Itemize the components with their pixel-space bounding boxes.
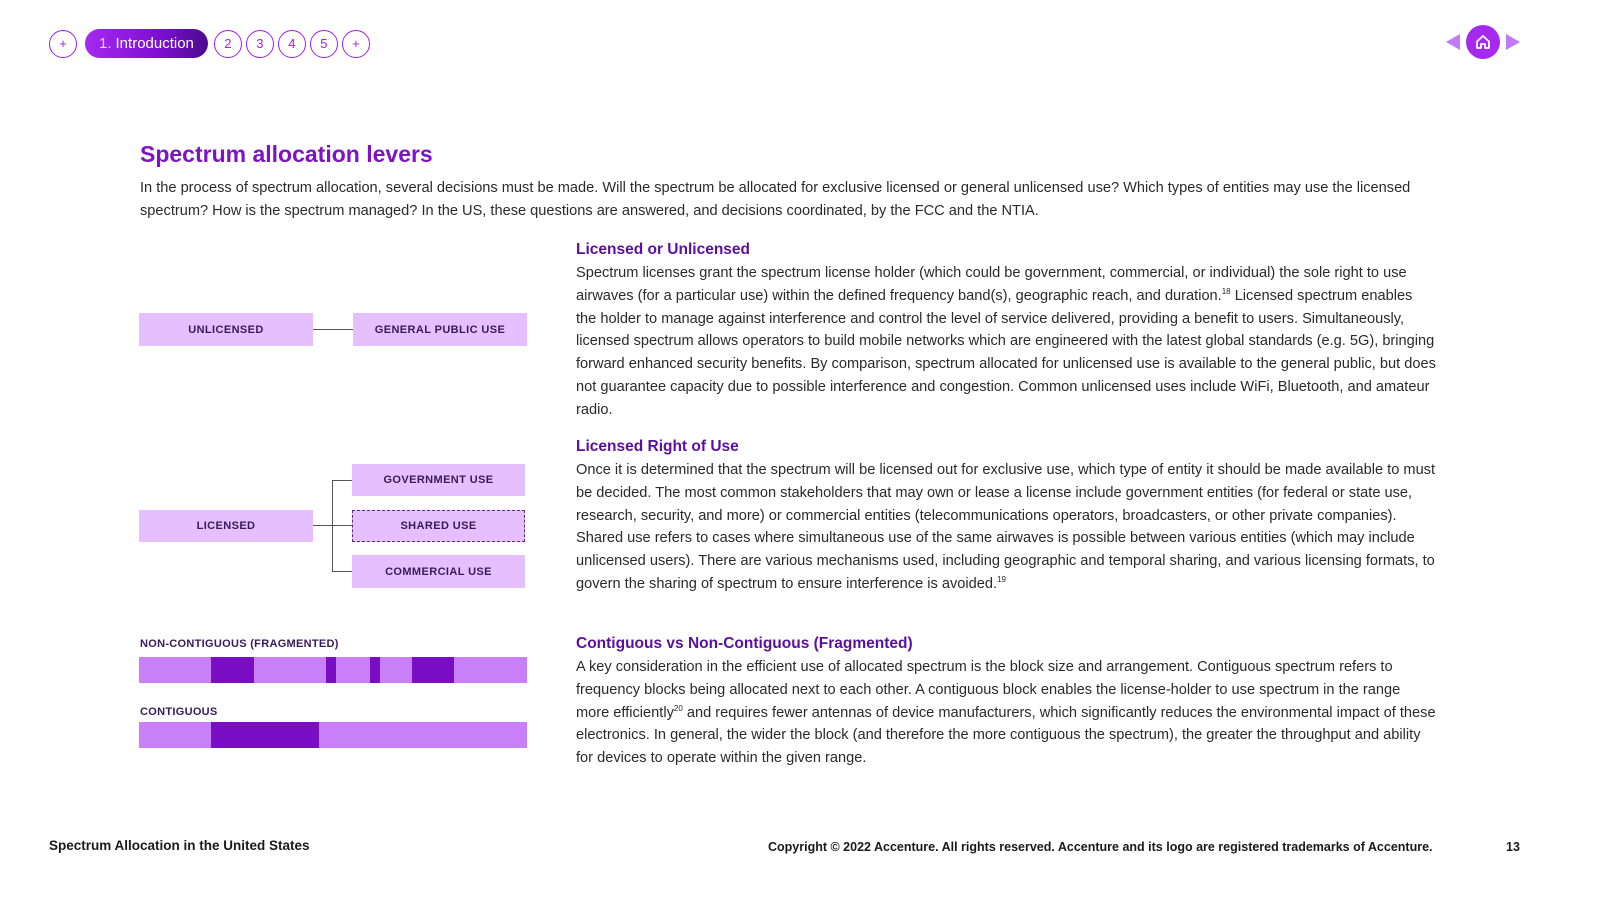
- section-licensed-or-unlicensed: [576, 241, 1436, 422]
- spectrum-block: [211, 722, 319, 748]
- page-title: Spectrum allocation levers: [140, 141, 433, 167]
- section-body: Spectrum licenses grant the spectrum license holder (which could be government, commercial, or individual) the sole right to use airwaves (for a particular use) within the defined frequency band(s), geographic reach, and duration.$^{18}$ Licensed spectrum enables the holder to manage against interference and control the level of service delivered, providing a benefit to users. Simultaneously, licensed spectrum allows operators to build mobile networks which are engineered with the latest global standards (e.g. 5G), bringing forward enhanced security benefits. By comparison, spectrum allocated for unlicensed use is available to the general public, but does not guarantee capacity due to possible interference and congestion. Common unlicensed uses include WiFi, Bluetooth, and amateur radio.: [576, 265, 1436, 418]
- copyright-notice: Copyright © 2022 Accenture. All rights reserved. Accenture and its logo are registered trademarks of Accenture.: [768, 840, 1433, 854]
- triangle-left-icon[interactable]: [1446, 34, 1460, 50]
- page-number: 13: [1506, 840, 1520, 854]
- connector-line: [332, 480, 333, 572]
- connector-line: [332, 525, 352, 526]
- section-contiguous-vs-non-contiguous: [576, 635, 1436, 770]
- shared-use-box: SHARED USE: [352, 510, 525, 542]
- non-contiguous-strip: [139, 657, 527, 683]
- nav-tab-label: Introduction: [115, 35, 194, 52]
- nav-page-3[interactable]: 3: [246, 30, 274, 58]
- nav-tab-number: 1.: [99, 35, 112, 52]
- footnote-ref[interactable]: 19: [997, 575, 1006, 585]
- connector-line: [332, 571, 352, 572]
- unlicensed-box: UNLICENSED: [139, 313, 313, 346]
- nav-expand-left-button[interactable]: +: [49, 30, 77, 58]
- nav-expand-right-button[interactable]: +: [342, 30, 370, 58]
- connector-line: [313, 525, 333, 526]
- nav-tab-introduction[interactable]: [85, 29, 208, 58]
- general-public-use-box: GENERAL PUBLIC USE: [353, 313, 527, 346]
- connector-line: [332, 480, 352, 481]
- contiguous-label: CONTIGUOUS: [140, 706, 218, 718]
- footnote-ref[interactable]: 18: [1221, 286, 1231, 296]
- spectrum-block: [326, 657, 336, 683]
- section-nav: [49, 29, 370, 58]
- spectrum-block: [211, 657, 254, 683]
- non-contiguous-label: NON-CONTIGUOUS (FRAGMENTED): [140, 638, 339, 650]
- section-heading: Licensed Right of Use: [576, 438, 739, 455]
- contiguous-strip: [139, 722, 527, 748]
- section-body: Once it is determined that the spectrum will be licensed out for exclusive use, which type of entity it should be made available to must be decided. The most common stakeholders that may own or lease a license include government entities (for federal or state use, research, security, and more) or commercial entities (telecommunications operators, broadcasters, or other private companies). Shared use refers to cases where simultaneous use of the same airwaves is possible between various entities (which may include unlicensed users). There are various mechanisms used, including geographic and temporal sharing, and various licensing formats, to govern the sharing of spectrum to ensure interference is avoided.$^{19}$: [576, 462, 1436, 592]
- section-licensed-right-of-use: [576, 438, 1436, 596]
- government-use-box: GOVERNMENT USE: [352, 464, 525, 496]
- spectrum-block: [412, 657, 454, 683]
- home-button[interactable]: [1466, 25, 1500, 59]
- nav-page-2[interactable]: 2: [214, 30, 242, 58]
- triangle-right-icon[interactable]: [1506, 34, 1520, 50]
- section-body: A key consideration in the efficient use of allocated spectrum is the block size and arrangement. Contiguous spectrum refers to frequency blocks being allocated next to each other. A contiguous block enables the license-holder to use spectrum in the range more efficiently$^{20}$ and requires fewer antennas of device manufacturers, which significantly reduces the environmental impact of these electronics. In general, the wider the block (and therefore the more contiguous the spectrum), the greater the throughput and ability for devices to operate within the given range.: [576, 659, 1436, 767]
- footnote-ref[interactable]: 20: [673, 703, 683, 713]
- intro-paragraph: In the process of spectrum allocation, several decisions must be made. Will the spectrum be allocated for exclusive licensed or general unlicensed use? Which types of entities may use the licensed spectrum? How is the spectrum managed? In the US, these questions are answered, and decisions coordinated, by the FCC and the NTIA.: [140, 180, 1411, 219]
- document-title: Spectrum Allocation in the United States: [49, 838, 310, 853]
- commercial-use-box: COMMERCIAL USE: [352, 555, 525, 588]
- spectrum-block: [370, 657, 380, 683]
- licensed-box: LICENSED: [139, 510, 313, 542]
- section-heading: Licensed or Unlicensed: [576, 241, 750, 258]
- home-icon: [1474, 33, 1492, 51]
- nav-page-4[interactable]: 4: [278, 30, 306, 58]
- connector-line: [313, 329, 353, 330]
- page-nav-controls: [1446, 25, 1520, 59]
- section-heading: Contiguous vs Non-Contiguous (Fragmented): [576, 635, 913, 652]
- nav-page-5[interactable]: 5: [310, 30, 338, 58]
